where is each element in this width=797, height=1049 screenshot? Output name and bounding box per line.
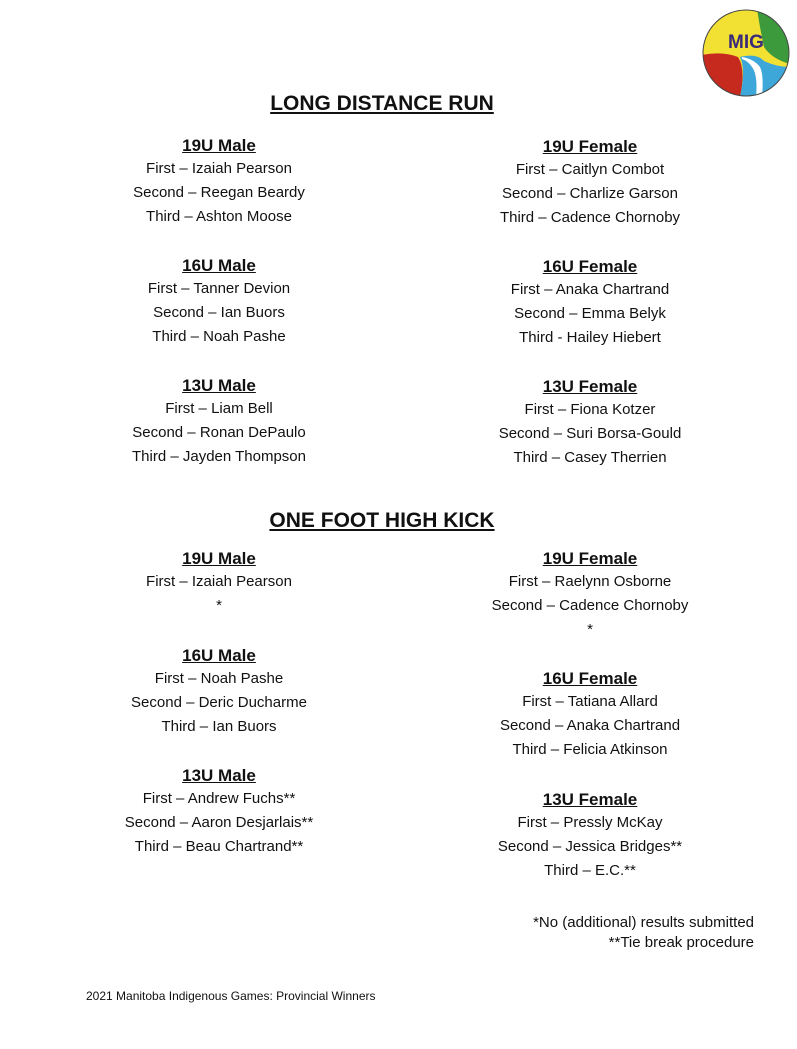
group-title: 16U Male <box>182 646 256 665</box>
group-ldr-16u-female <box>460 255 720 350</box>
result-line: First – Caitlyn Combot <box>515 161 665 178</box>
group-title: 13U Male <box>182 376 256 395</box>
result-line: First – Andrew Fuchs** <box>142 790 296 807</box>
result-line: Third – Jayden Thompson <box>132 448 306 465</box>
group-ldr-19u-female <box>460 135 720 230</box>
group-title: 16U Female <box>542 669 638 688</box>
group-title: 19U Male <box>182 549 256 568</box>
result-line: Second – Aaron Desjarlais** <box>124 814 314 831</box>
result-line: Second – Suri Borsa-Gould <box>498 425 682 442</box>
no-result-marker: * <box>216 597 222 614</box>
result-line: First – Fiona Kotzer <box>524 401 656 418</box>
group-title: 13U Female <box>542 377 638 396</box>
group-title: 19U Female <box>542 549 638 568</box>
group-ldr-19u-male <box>89 134 349 229</box>
section-title-long-distance-run: LONG DISTANCE RUN <box>270 92 494 115</box>
page-footer: 2021 Manitoba Indigenous Games: Provincial Winners <box>86 989 376 1003</box>
no-result-marker: * <box>587 621 593 638</box>
result-line: Second – Ronan DePaulo <box>132 424 306 441</box>
result-line: Second – Cadence Chornoby <box>491 597 689 614</box>
group-title: 13U Male <box>182 766 256 785</box>
footnotes <box>533 913 754 953</box>
section-title-one-foot-high-kick: ONE FOOT HIGH KICK <box>269 509 495 532</box>
result-line: First – Izaiah Pearson <box>146 573 292 590</box>
result-line: First – Noah Pashe <box>154 670 284 687</box>
group-ofhk-19u-female <box>460 547 720 642</box>
result-line: Third – Noah Pashe <box>152 328 286 345</box>
group-ofhk-19u-male <box>89 547 349 618</box>
group-title: 16U Female <box>542 257 638 276</box>
result-line: First – Anaka Chartrand <box>510 281 670 298</box>
result-line: First – Liam Bell <box>165 400 273 417</box>
result-line: Third – Beau Chartrand** <box>134 838 304 855</box>
group-ldr-16u-male <box>89 254 349 349</box>
group-ofhk-13u-female <box>460 788 720 883</box>
group-ofhk-16u-male <box>89 644 349 739</box>
group-title: 16U Male <box>182 256 256 275</box>
result-line: Third – E.C.** <box>544 862 636 879</box>
footnote-tie-break: **Tie break procedure <box>608 934 754 951</box>
result-line: First – Izaiah Pearson <box>146 160 292 177</box>
result-line: Second – Deric Ducharme <box>131 694 307 711</box>
result-line: Third – Ashton Moose <box>146 208 292 225</box>
result-line: Second – Reegan Beardy <box>133 184 305 201</box>
result-line: Second – Anaka Chartrand <box>499 717 681 734</box>
result-line: Third – Cadence Chornoby <box>499 209 681 226</box>
result-line: Second – Jessica Bridges** <box>497 838 683 855</box>
group-ofhk-13u-male <box>89 764 349 859</box>
result-line: Second – Charlize Garson <box>502 185 678 202</box>
result-line: Third - Hailey Hiebert <box>519 329 661 346</box>
result-line: Third – Felicia Atkinson <box>512 741 668 758</box>
group-title: 13U Female <box>542 790 638 809</box>
group-ldr-13u-male <box>89 374 349 469</box>
result-line: Third – Casey Therrien <box>513 449 667 466</box>
result-line: First – Pressly McKay <box>517 814 663 831</box>
group-ldr-13u-female <box>460 375 720 470</box>
result-line: First – Raelynn Osborne <box>508 573 672 590</box>
logo-text: MIG <box>728 32 764 53</box>
result-line: First – Tatiana Allard <box>522 693 658 710</box>
group-title: 19U Male <box>182 136 256 155</box>
footnote-no-results: *No (additional) results submitted <box>533 914 754 931</box>
result-line: Third – Ian Buors <box>161 718 277 735</box>
result-line: First – Tanner Devion <box>147 280 291 297</box>
result-line: Second – Ian Buors <box>153 304 285 321</box>
group-ofhk-16u-female <box>460 667 720 762</box>
mig-logo <box>702 9 790 97</box>
group-title: 19U Female <box>542 137 638 156</box>
result-line: Second – Emma Belyk <box>514 305 666 322</box>
